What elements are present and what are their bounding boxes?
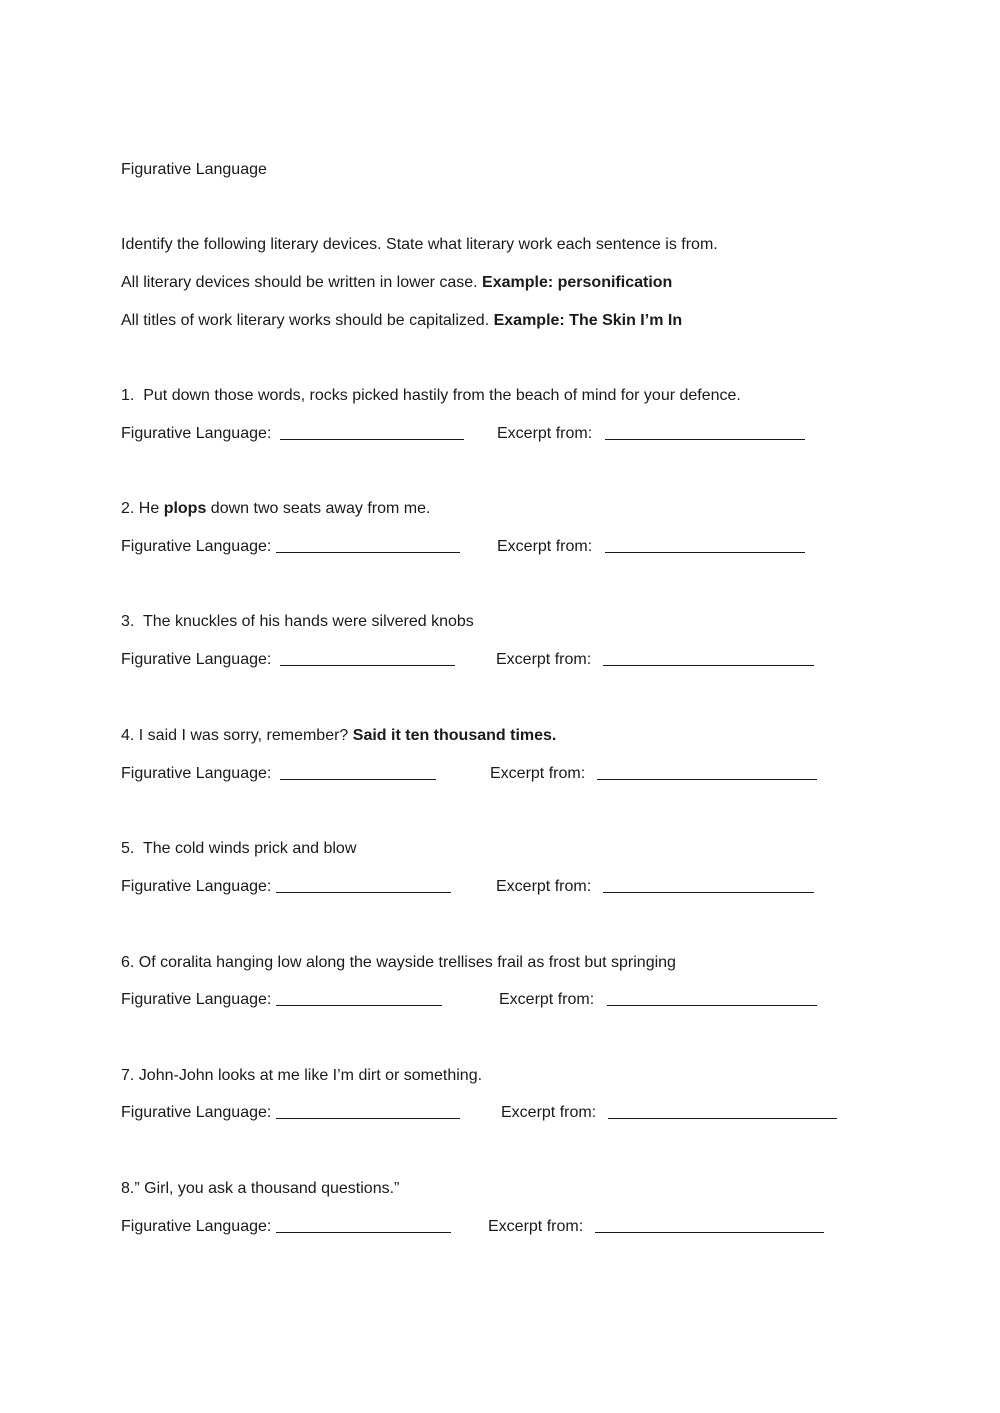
question-5-text: 5. The cold winds prick and blow [121, 840, 357, 857]
instruction-line-2 [121, 273, 672, 293]
instruction-line-3-example: Example: The Skin I’m In [493, 312, 683, 329]
excerpt-blank-5[interactable] [603, 877, 814, 893]
question-6 [121, 953, 676, 973]
question-4-text: 4. I said I was sorry, remember? [121, 727, 353, 744]
question-8 [121, 1179, 399, 1199]
figurative-blank-7[interactable] [276, 1103, 460, 1119]
figurative-label-4: Figurative Language: [121, 765, 272, 782]
question-2-text-end: down two seats away from me. [206, 500, 431, 517]
figurative-label-8: Figurative Language: [121, 1218, 272, 1235]
instruction-line-2-example: Example: personification [482, 274, 673, 291]
figurative-blank-4[interactable] [280, 764, 436, 780]
question-8-text: 8.” Girl, you ask a thousand questions.” [121, 1180, 400, 1197]
answer-row-6 [121, 990, 1000, 1010]
figurative-blank-2[interactable] [276, 537, 460, 553]
question-3-text: 3. The knuckles of his hands were silvered knobs [121, 613, 474, 630]
question-1 [121, 386, 741, 406]
answer-row-7 [121, 1103, 1000, 1123]
figurative-blank-3[interactable] [280, 650, 455, 666]
figurative-label-5: Figurative Language: [121, 878, 272, 895]
question-4 [121, 726, 556, 746]
instruction-line-1: Identify the following literary devices. State what literary work each sentence is from. [121, 236, 718, 253]
answer-row-2 [121, 537, 1000, 557]
question-3 [121, 612, 474, 632]
figurative-label-7: Figurative Language: [121, 1104, 272, 1121]
figurative-blank-6[interactable] [276, 990, 442, 1006]
excerpt-label-6: Excerpt from: [499, 991, 595, 1008]
question-1-text: 1. Put down those words, rocks picked hastily from the beach of mind for your defence. [121, 387, 741, 404]
question-7 [121, 1066, 482, 1086]
question-4-bold: Said it ten thousand times. [352, 727, 557, 744]
question-6-text: 6. Of coralita hanging low along the wayside trellises frail as frost but springing [121, 954, 676, 971]
answer-row-8 [121, 1217, 1000, 1237]
instruction-line-3 [121, 311, 682, 331]
excerpt-label-8: Excerpt from: [488, 1218, 584, 1235]
excerpt-blank-1[interactable] [605, 424, 805, 440]
excerpt-label-1: Excerpt from: [497, 425, 593, 442]
excerpt-blank-7[interactable] [608, 1103, 837, 1119]
figurative-blank-1[interactable] [280, 424, 464, 440]
figurative-label-2: Figurative Language: [121, 538, 272, 555]
figurative-blank-8[interactable] [276, 1217, 451, 1233]
question-2-text: 2. He [121, 500, 164, 517]
question-5 [121, 839, 356, 859]
instruction-line-3-text: All titles of work literary works should be capitalized. [121, 312, 494, 329]
question-2 [121, 499, 430, 519]
worksheet-title: Figurative Language [121, 161, 267, 178]
figurative-label-3: Figurative Language: [121, 651, 272, 668]
excerpt-label-4: Excerpt from: [490, 765, 586, 782]
excerpt-blank-3[interactable] [603, 650, 814, 666]
excerpt-blank-2[interactable] [605, 537, 805, 553]
excerpt-label-7: Excerpt from: [501, 1104, 597, 1121]
answer-row-4 [121, 764, 1000, 784]
figurative-label-1: Figurative Language: [121, 425, 272, 442]
answer-row-1 [121, 424, 1000, 444]
excerpt-blank-6[interactable] [607, 990, 817, 1006]
question-7-text: 7. John-John looks at me like I’m dirt or something. [121, 1067, 483, 1084]
excerpt-label-2: Excerpt from: [497, 538, 593, 555]
answer-row-5 [121, 877, 1000, 897]
answer-row-3 [121, 650, 1000, 670]
figurative-blank-5[interactable] [276, 877, 451, 893]
excerpt-blank-8[interactable] [595, 1217, 824, 1233]
instruction-line-2-text: All literary devices should be written in lower case. [121, 274, 483, 291]
excerpt-label-5: Excerpt from: [496, 878, 592, 895]
excerpt-label-3: Excerpt from: [496, 651, 592, 668]
question-2-bold: plops [163, 500, 207, 517]
figurative-label-6: Figurative Language: [121, 991, 272, 1008]
excerpt-blank-4[interactable] [597, 764, 817, 780]
